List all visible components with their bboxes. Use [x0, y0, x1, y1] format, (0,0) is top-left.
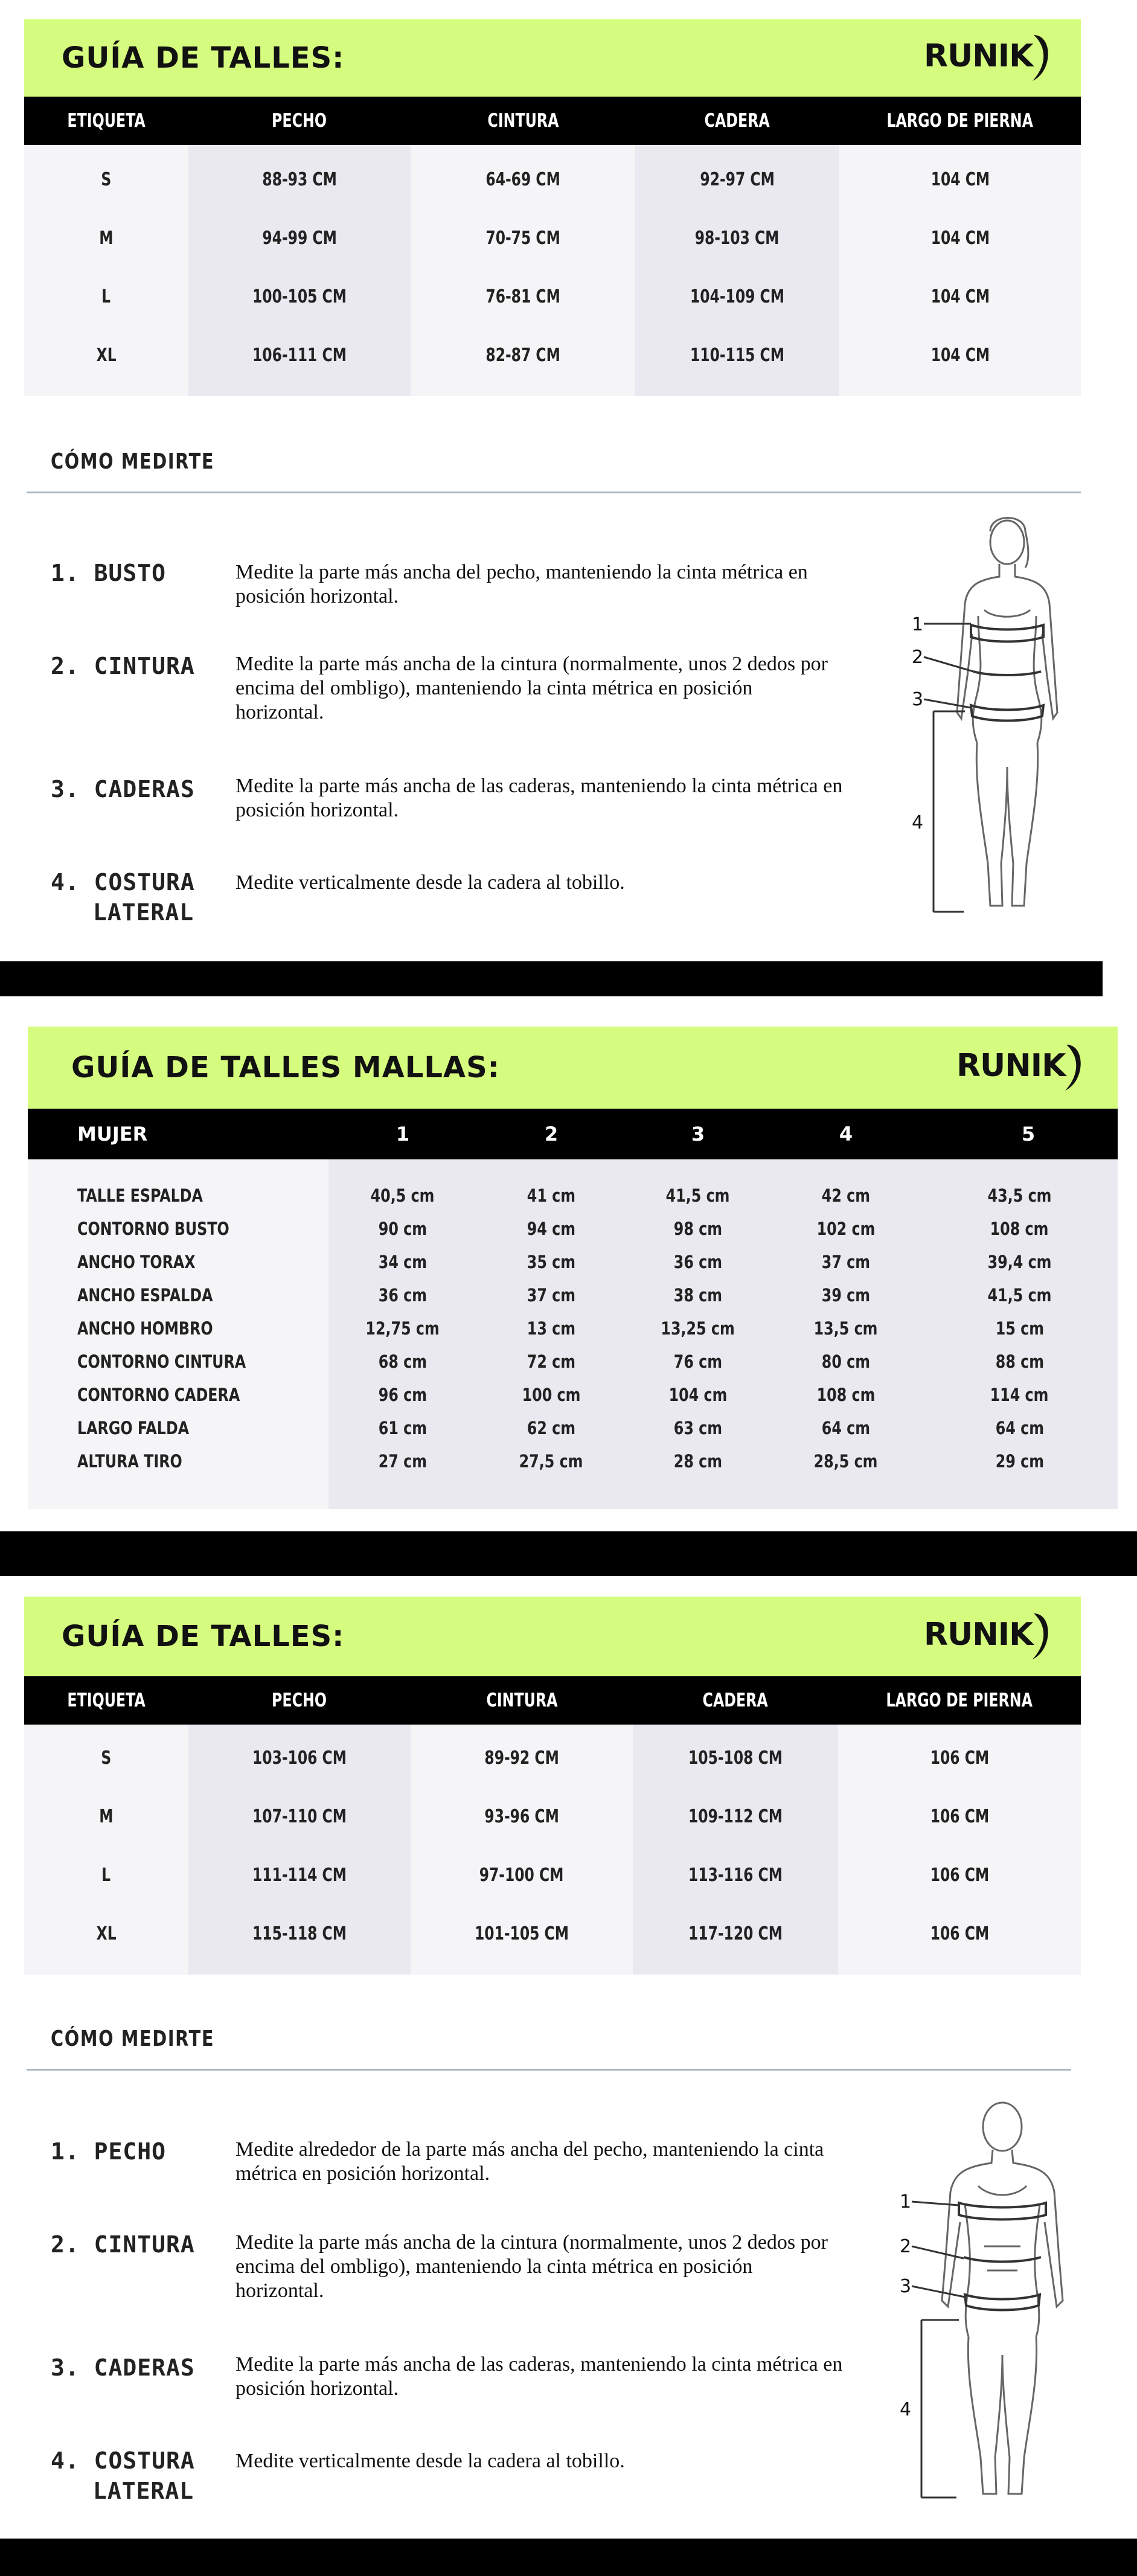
table-row — [28, 1179, 1118, 1212]
header-pecho: PECHO — [188, 97, 411, 145]
mallas-title: GUÍA DE TALLES MALLAS: — [71, 1051, 500, 1085]
measure-value: 43,5 cm — [921, 1179, 1118, 1212]
figure-number-2: 2 — [900, 2236, 912, 2257]
measure-value: 40,5 cm — [328, 1179, 477, 1212]
table-row — [28, 1345, 1118, 1378]
figure-number-3: 3 — [912, 689, 924, 710]
size-guide-title-bar — [24, 19, 1081, 97]
male-body-figure — [888, 2095, 1081, 2506]
measure-label: CONTORNO CINTURA — [28, 1345, 328, 1378]
step-3-desc: Medite la parte más ancha de las caderas, manteniendo la cinta métrica en posición horizontal. — [235, 2353, 843, 2400]
table-row: XL 115-118 CM 101-105 CM 117-120 CM 106 CM — [24, 1905, 1081, 1975]
measure-label: TALLE ESPALDA — [28, 1179, 328, 1212]
measure-value: 64 cm — [770, 1411, 921, 1444]
runik-logo-mark-icon — [1029, 1607, 1053, 1662]
runik-logo-mark-icon — [1029, 29, 1053, 83]
header-size-3: 3 — [626, 1109, 770, 1159]
header-etiqueta: ETIQUETA — [24, 97, 188, 145]
measure-value: 100 cm — [477, 1378, 626, 1411]
figure-number-4: 4 — [912, 812, 924, 833]
table-row — [28, 1245, 1118, 1278]
runik-logo-text: RUNIK — [956, 1048, 1066, 1084]
step-3-label: 3. CADERAS — [51, 2354, 195, 2381]
step-4-label: 4. COSTURA LATERAL — [51, 869, 195, 926]
table-row — [28, 1444, 1118, 1478]
header-cintura: CINTURA — [411, 1676, 633, 1725]
measure-value: 96 cm — [328, 1378, 477, 1411]
header-largo-pierna: LARGO DE PIERNA — [839, 97, 1081, 145]
measure-label: CONTORNO BUSTO — [28, 1212, 328, 1245]
measure-value: 36 cm — [626, 1245, 770, 1278]
figure-number-2: 2 — [912, 647, 924, 668]
table-row: M 107-110 CM 93-96 CM 109-112 CM 106 CM — [24, 1787, 1081, 1846]
step-3-label: 3. CADERAS — [51, 776, 195, 803]
measure-label: LARGO FALDA — [28, 1411, 328, 1444]
runik-logo — [956, 1039, 1086, 1093]
table-row: XL 106-111 CM 82-87 CM 110-115 CM 104 CM — [24, 326, 1081, 396]
size-table-header — [24, 1676, 1081, 1725]
measure-value: 37 cm — [770, 1245, 921, 1278]
table-row — [28, 1212, 1118, 1245]
header-cintura: CINTURA — [411, 97, 635, 145]
measure-label: ALTURA TIRO — [28, 1444, 328, 1478]
measure-value: 114 cm — [921, 1378, 1118, 1411]
size-guide-title: GUÍA DE TALLES: — [62, 1620, 345, 1653]
figure-number-1: 1 — [900, 2191, 912, 2212]
measure-label: ANCHO ESPALDA — [28, 1278, 328, 1312]
measure-label: ANCHO TORAX — [28, 1245, 328, 1278]
female-body-figure — [900, 513, 1081, 924]
measure-value: 98 cm — [626, 1212, 770, 1245]
measure-value: 104 cm — [626, 1378, 770, 1411]
measure-label: ANCHO HOMBRO — [28, 1312, 328, 1345]
runik-logo — [924, 1607, 1053, 1662]
measure-value: 27,5 cm — [477, 1444, 626, 1478]
size-guide-title: GUÍA DE TALLES: — [62, 41, 345, 75]
header-etiqueta: ETIQUETA — [24, 1676, 188, 1725]
step-2-label: 2. CINTURA — [51, 653, 195, 679]
divider — [27, 2069, 1071, 2071]
step-1-label: 1. PECHO — [51, 2138, 167, 2165]
table-row: M 94-99 CM 70-75 CM 98-103 CM 104 CM — [24, 209, 1081, 268]
table-row: L 111-114 CM 97-100 CM 113-116 CM 106 CM — [24, 1846, 1081, 1905]
step-1-desc: Medite alrededor de la parte más ancha del pecho, manteniendo la cinta métrica en posición horizontal. — [235, 2138, 824, 2185]
step-4-label: 4. COSTURA LATERAL — [51, 2447, 195, 2504]
header-size-1: 1 — [328, 1109, 477, 1159]
measure-value: 12,75 cm — [328, 1312, 477, 1345]
step-4-desc: Medite verticalmente desde la cadera al tobillo. — [235, 871, 625, 894]
figure-number-4: 4 — [900, 2399, 912, 2420]
measure-value: 80 cm — [770, 1345, 921, 1378]
section-separator — [0, 961, 1103, 996]
table-row — [28, 1278, 1118, 1312]
section-separator — [0, 1531, 1137, 1576]
header-size-2: 2 — [477, 1109, 626, 1159]
runik-logo-mark-icon — [1062, 1039, 1086, 1093]
step-2-desc: Medite la parte más ancha de la cintura (normalmente, unos 2 dedos por encima del ombligo), manteniendo la cinta métrica en posición horizontal. — [235, 653, 828, 723]
step-2-label: 2. CINTURA — [51, 2231, 195, 2258]
table-row: L 100-105 CM 76-81 CM 104-109 CM 104 CM — [24, 268, 1081, 326]
how-to-measure-heading: CÓMO MEDIRTE — [51, 2027, 215, 2051]
measure-value: 28 cm — [626, 1444, 770, 1478]
divider — [27, 492, 1081, 493]
header-pecho: PECHO — [188, 1676, 411, 1725]
measure-value: 15 cm — [921, 1312, 1118, 1345]
section-separator — [0, 2539, 1137, 2576]
figure-number-3: 3 — [900, 2276, 912, 2297]
measure-value: 41,5 cm — [921, 1278, 1118, 1312]
step-1-label: 1. BUSTO — [51, 560, 167, 586]
how-to-measure-heading: CÓMO MEDIRTE — [51, 449, 215, 474]
measure-value: 68 cm — [328, 1345, 477, 1378]
measure-value: 38 cm — [626, 1278, 770, 1312]
measure-value: 41,5 cm — [626, 1179, 770, 1212]
measure-value: 88 cm — [921, 1345, 1118, 1378]
measure-value: 61 cm — [328, 1411, 477, 1444]
mallas-table — [28, 1109, 1118, 1509]
measure-value: 41 cm — [477, 1179, 626, 1212]
measure-value: 94 cm — [477, 1212, 626, 1245]
size-table-1 — [24, 97, 1081, 396]
measure-value: 76 cm — [626, 1345, 770, 1378]
mallas-table-header — [28, 1109, 1118, 1159]
header-cadera: CADERA — [635, 97, 839, 145]
mallas-title-bar — [28, 1027, 1118, 1109]
header-mujer: MUJER — [28, 1109, 328, 1159]
measure-value: 90 cm — [328, 1212, 477, 1245]
table-row — [28, 1312, 1118, 1345]
header-size-5: 5 — [921, 1109, 1118, 1159]
measure-value: 13 cm — [477, 1312, 626, 1345]
measure-value: 13,5 cm — [770, 1312, 921, 1345]
measure-value: 36 cm — [328, 1278, 477, 1312]
step-2-desc: Medite la parte más ancha de la cintura (normalmente, unos 2 dedos por encima del ombligo), manteniendo la cinta métrica en posición horizontal. — [235, 2231, 828, 2302]
size-table-3 — [24, 1676, 1081, 1975]
header-largo-pierna: LARGO DE PIERNA — [838, 1676, 1081, 1725]
measure-value: 27 cm — [328, 1444, 477, 1478]
step-4-desc: Medite verticalmente desde la cadera al tobillo. — [235, 2450, 625, 2472]
size-guide-title-bar — [24, 1597, 1081, 1676]
measure-label: CONTORNO CADERA — [28, 1378, 328, 1411]
measure-value: 108 cm — [770, 1378, 921, 1411]
measure-value: 34 cm — [328, 1245, 477, 1278]
measure-value: 39,4 cm — [921, 1245, 1118, 1278]
header-cadera: CADERA — [633, 1676, 838, 1725]
header-size-4: 4 — [770, 1109, 921, 1159]
step-3-desc: Medite la parte más ancha de las caderas, manteniendo la cinta métrica en posición horizontal. — [235, 775, 843, 821]
measure-value: 64 cm — [921, 1411, 1118, 1444]
runik-logo-text: RUNIK — [924, 38, 1033, 74]
runik-logo-text: RUNIK — [924, 1616, 1033, 1653]
table-row: S 103-106 CM 89-92 CM 105-108 CM 106 CM — [24, 1725, 1081, 1787]
measure-value: 35 cm — [477, 1245, 626, 1278]
measure-value: 108 cm — [921, 1212, 1118, 1245]
runik-logo — [924, 29, 1053, 83]
measure-value: 63 cm — [626, 1411, 770, 1444]
measure-value: 13,25 cm — [626, 1312, 770, 1345]
step-1-desc: Medite la parte más ancha del pecho, manteniendo la cinta métrica en posición horizontal. — [235, 561, 808, 607]
measure-value: 29 cm — [921, 1444, 1118, 1478]
size-table-header — [24, 97, 1081, 145]
measure-value: 28,5 cm — [770, 1444, 921, 1478]
figure-number-1: 1 — [912, 614, 924, 635]
measure-value: 72 cm — [477, 1345, 626, 1378]
measure-value: 102 cm — [770, 1212, 921, 1245]
table-row — [28, 1378, 1118, 1411]
measure-value: 62 cm — [477, 1411, 626, 1444]
table-row — [28, 1411, 1118, 1444]
measure-value: 39 cm — [770, 1278, 921, 1312]
table-row: S 88-93 CM 64-69 CM 92-97 CM 104 CM — [24, 145, 1081, 209]
measure-value: 37 cm — [477, 1278, 626, 1312]
measure-value: 42 cm — [770, 1179, 921, 1212]
